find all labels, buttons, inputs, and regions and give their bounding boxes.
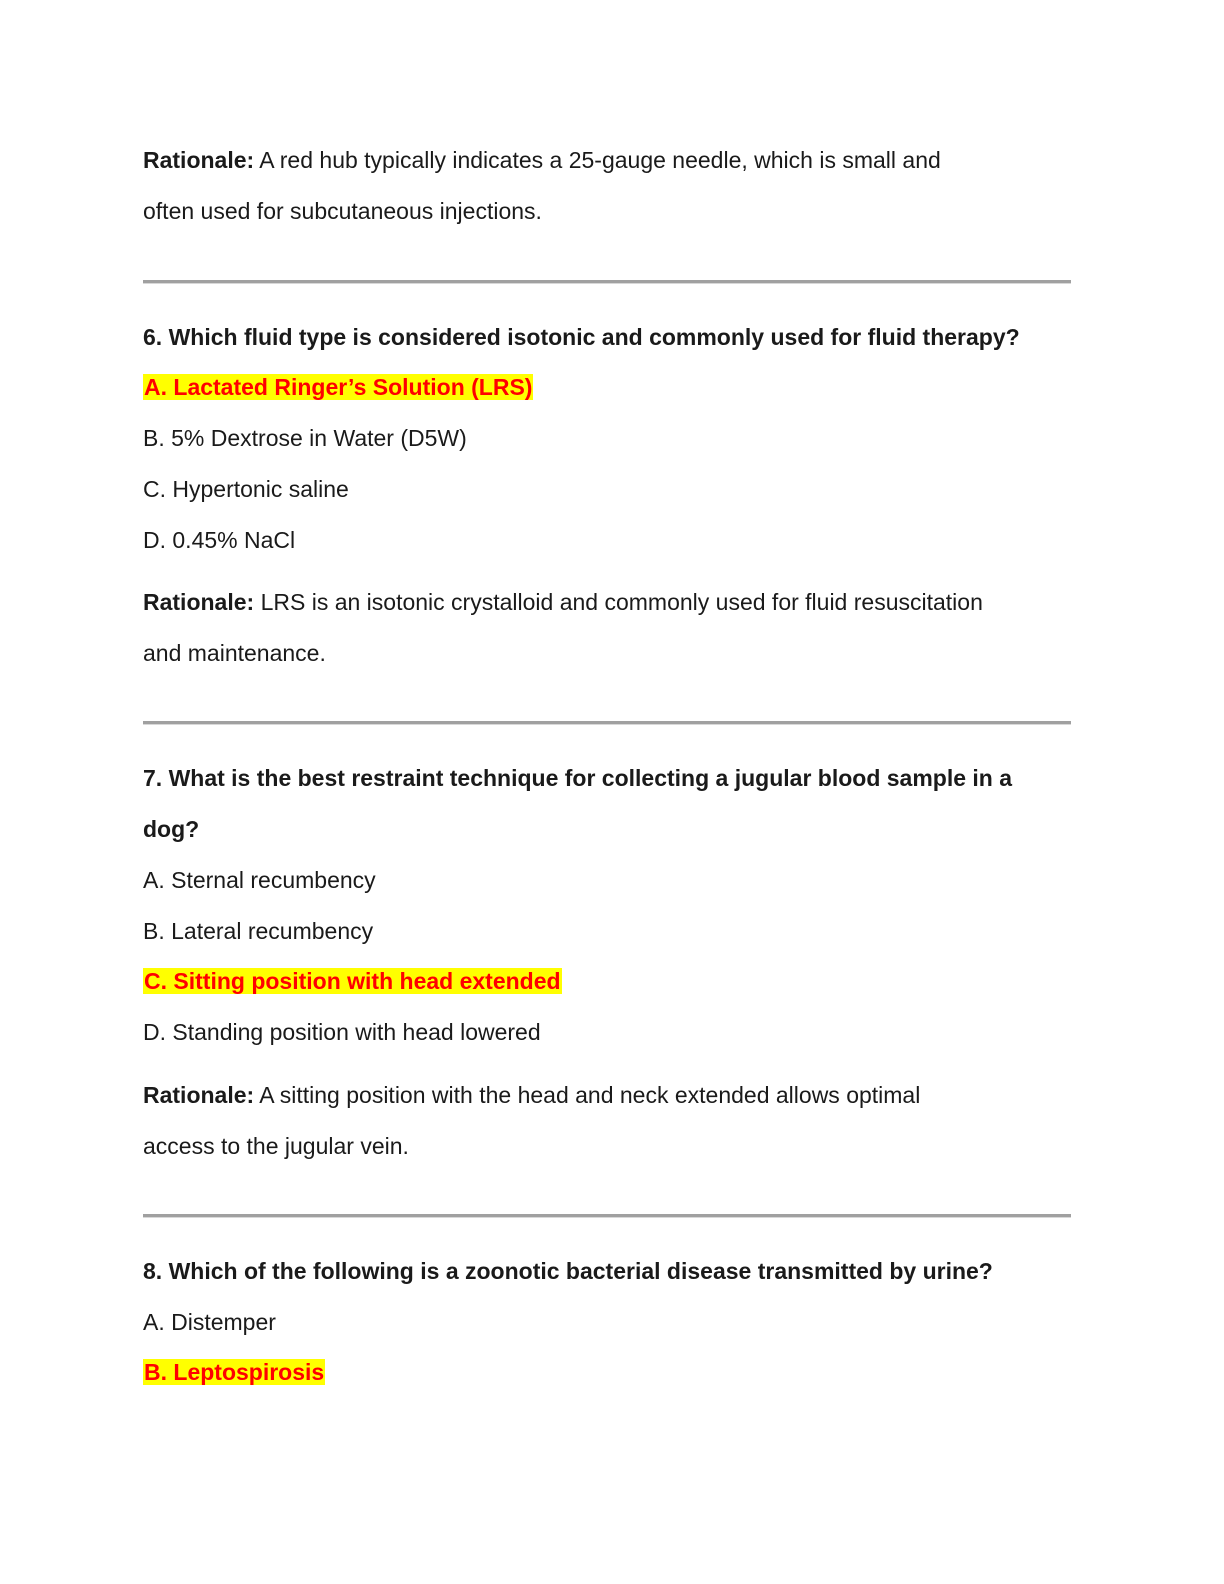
correct-answer-highlight: A. Lactated Ringer’s Solution (LRS) [144, 374, 533, 400]
q8-option-b [143, 1357, 325, 1387]
rationale-q5-line2: often used for subcutaneous injections. [143, 198, 542, 224]
divider [143, 721, 1071, 725]
q7-option-c [143, 966, 562, 996]
question-6: 6. Which fluid type is considered isotonic and commonly used for fluid therapy? [143, 324, 1020, 350]
question-7-line2: dog? [143, 816, 200, 842]
rationale-q5-line1 [143, 145, 941, 175]
question-7-line1: 7. What is the best restraint technique for collecting a jugular blood sample in a [143, 765, 1013, 791]
rationale-label: Rationale: [143, 1082, 255, 1108]
q8-option-a: A. Distemper [143, 1309, 276, 1335]
q7-option-a: A. Sternal recumbency [143, 867, 376, 893]
rationale-q7-line2: access to the jugular vein. [143, 1133, 409, 1159]
rationale-text: LRS is an isotonic crystalloid and commonly used for fluid resuscitation [254, 589, 983, 615]
rationale-q6-line1 [143, 587, 983, 617]
q7-option-b: B. Lateral recumbency [143, 918, 374, 944]
divider [143, 280, 1071, 284]
rationale-label: Rationale: [143, 589, 255, 615]
q6-option-c: C. Hypertonic saline [143, 476, 349, 502]
question-8: 8. Which of the following is a zoonotic bacterial disease transmitted by urine? [143, 1258, 993, 1284]
q7-option-d: D. Standing position with head lowered [143, 1019, 541, 1045]
rationale-text: A sitting position with the head and neck extended allows optimal [254, 1082, 921, 1108]
correct-answer-highlight: C. Sitting position with head extended [144, 968, 561, 994]
rationale-text: A red hub typically indicates a 25-gauge needle, which is small and [254, 147, 941, 173]
rationale-q6-line2: and maintenance. [143, 640, 326, 666]
rationale-q7-line1 [143, 1080, 920, 1110]
q6-option-b: B. 5% Dextrose in Water (D5W) [143, 425, 467, 451]
rationale-label: Rationale: [143, 147, 255, 173]
q6-option-a [143, 372, 533, 402]
divider [143, 1214, 1071, 1218]
correct-answer-highlight: B. Leptospirosis [144, 1359, 325, 1385]
q6-option-d: D. 0.45% NaCl [143, 527, 296, 553]
